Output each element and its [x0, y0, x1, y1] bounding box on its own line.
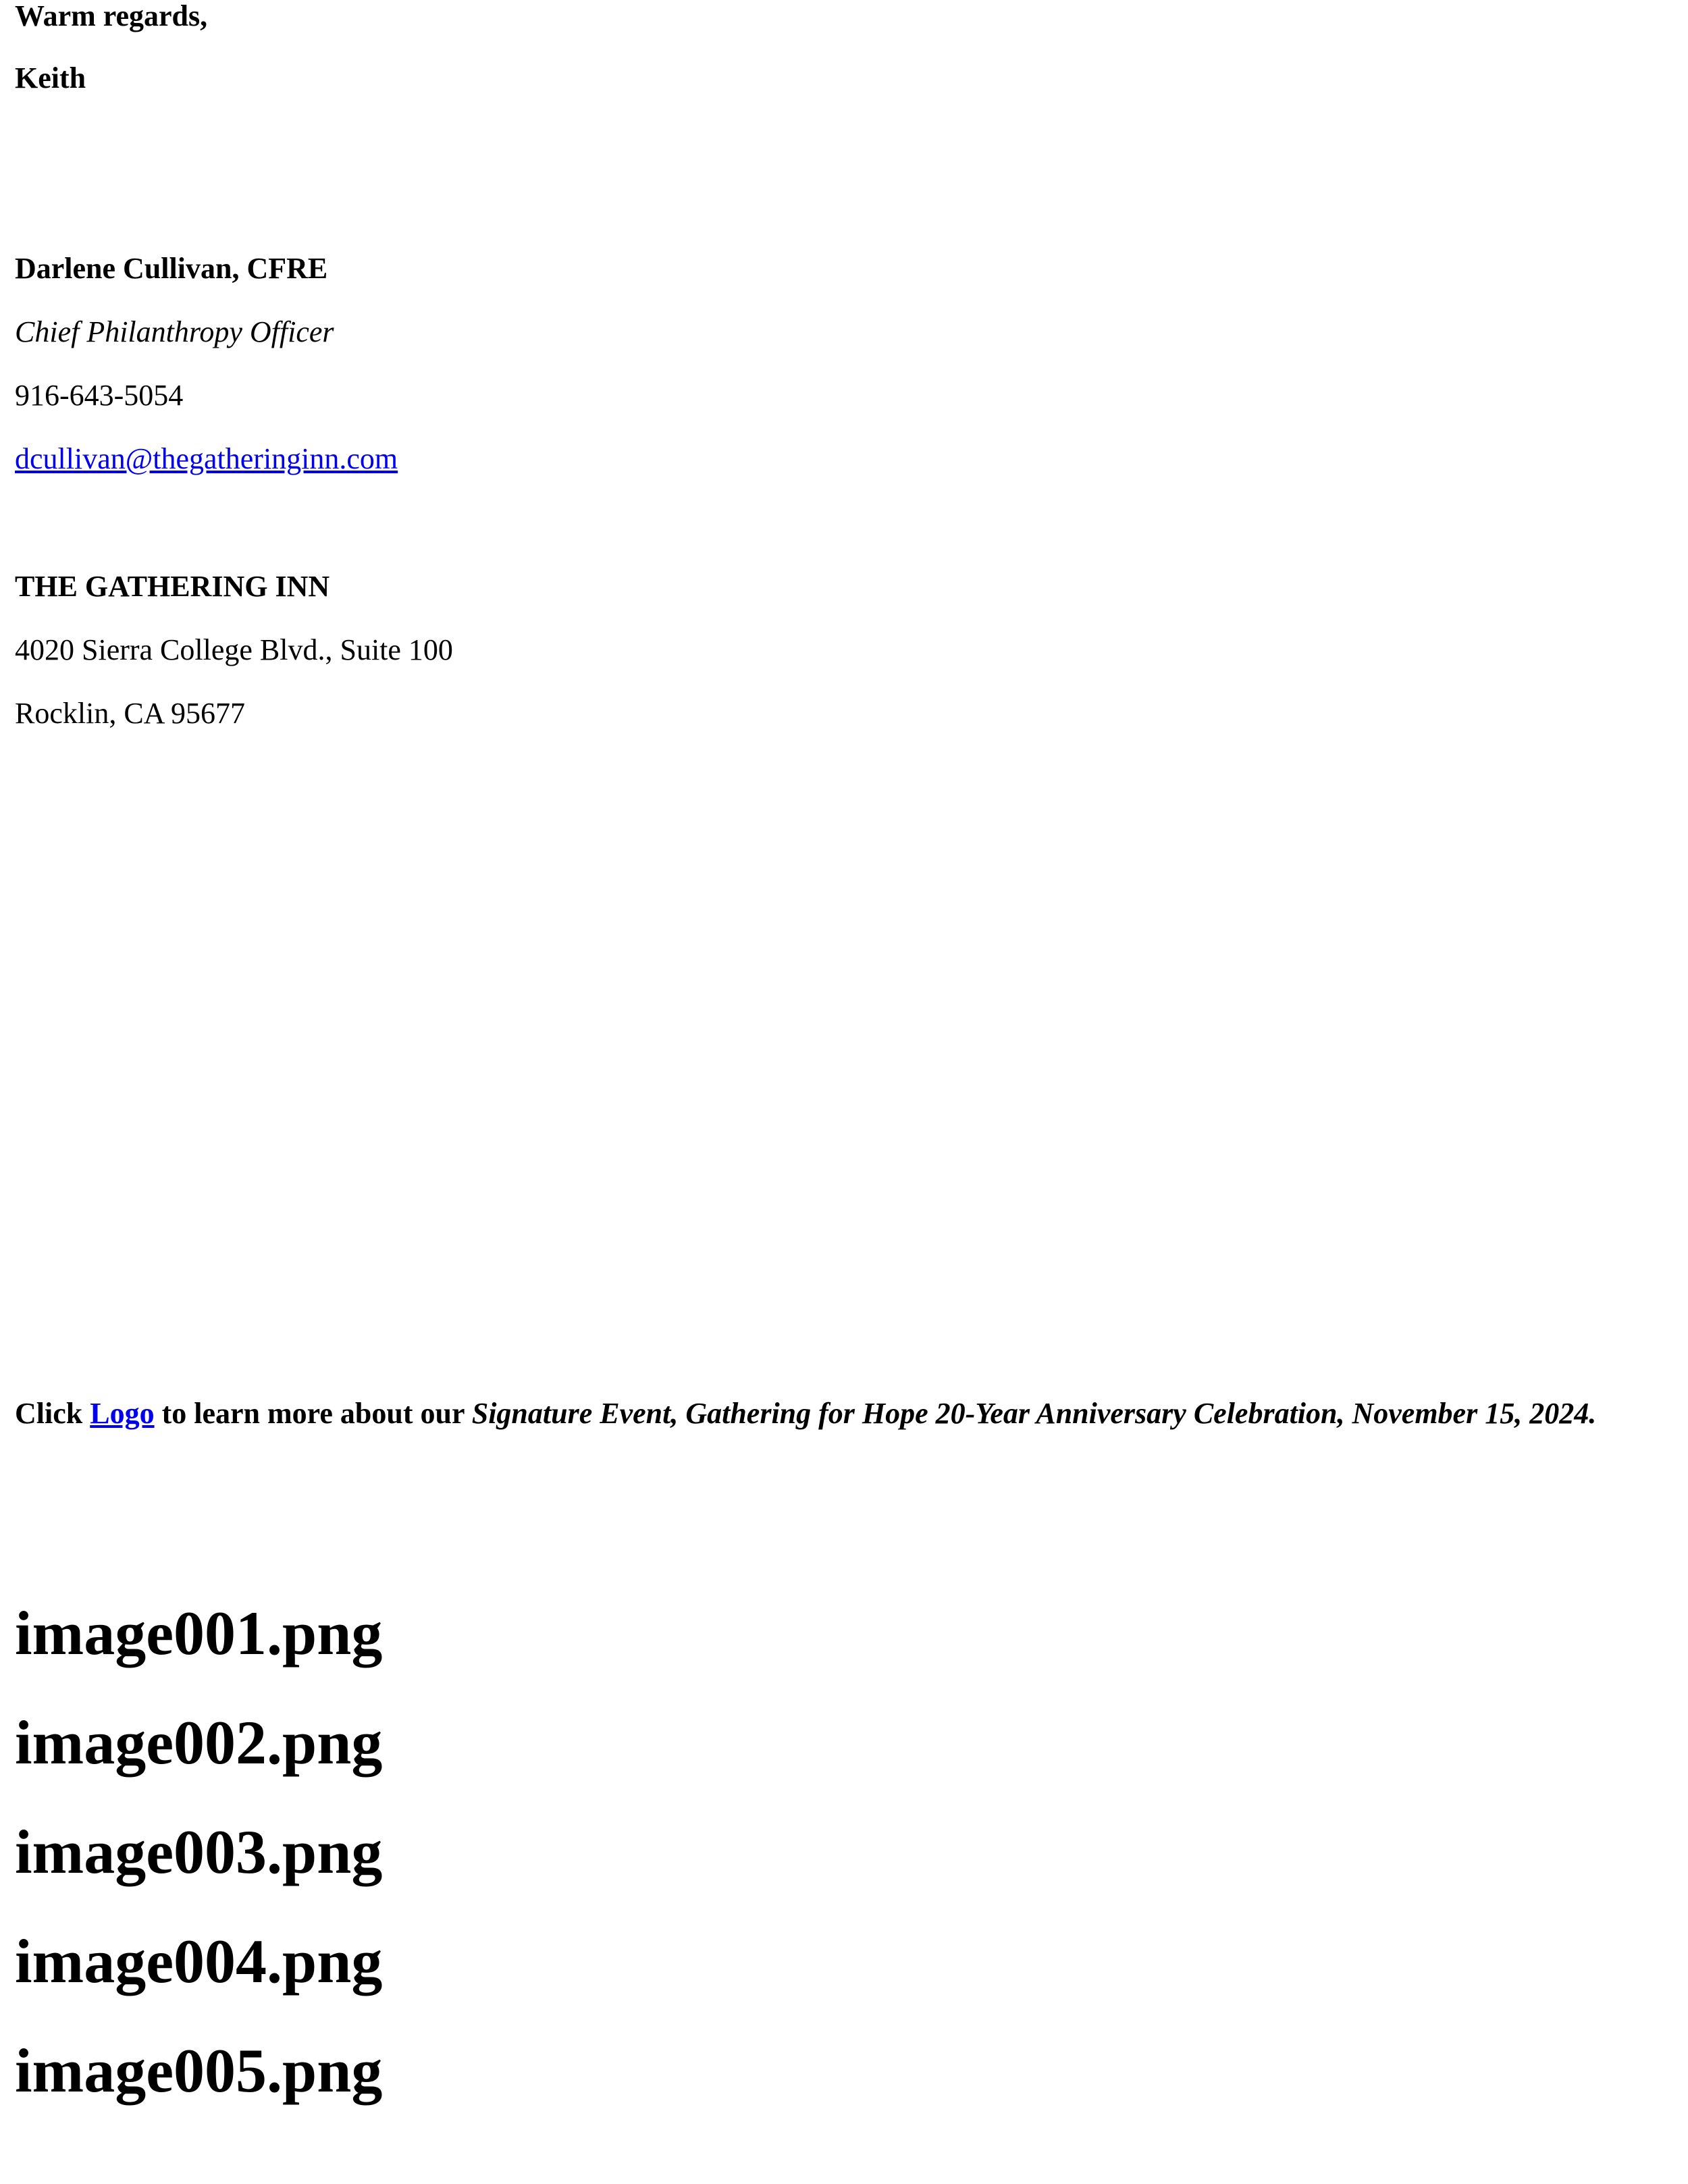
attachment-filename: image002.png — [15, 1708, 383, 1777]
event-promo-event: Signature Event, Gathering for Hope 20-Year Anniversary Celebration, November 15, 2024. — [471, 1397, 1597, 1430]
signature-title: Chief Philanthropy Officer — [15, 315, 334, 348]
logo-link[interactable]: Logo — [90, 1397, 155, 1430]
attachment-filename: image003.png — [15, 1817, 383, 1886]
event-promo-prefix: Click — [15, 1397, 90, 1430]
attachment-filename: image004.png — [15, 1927, 383, 1996]
event-promo-middle: to learn more about our — [154, 1397, 472, 1430]
sender-first-name: Keith — [15, 61, 86, 95]
signature-email-line — [15, 442, 398, 477]
signature-phone: 916-643-5054 — [15, 379, 184, 412]
email-link[interactable]: dcullivan@thegatheringinn.com — [15, 442, 398, 475]
attachment-filename: image001.png — [15, 1599, 383, 1668]
signature-name: Darlene Cullivan, CFRE — [15, 252, 328, 285]
attachment-filename: image005.png — [15, 2036, 383, 2105]
closing-regards: Warm regards, — [15, 0, 208, 32]
organization-name: THE GATHERING INN — [15, 570, 330, 603]
organization-address-line2: Rocklin, CA 95677 — [15, 697, 246, 730]
event-promo-text — [15, 1396, 1596, 1431]
organization-address-line1: 4020 Sierra College Blvd., Suite 100 — [15, 633, 453, 666]
